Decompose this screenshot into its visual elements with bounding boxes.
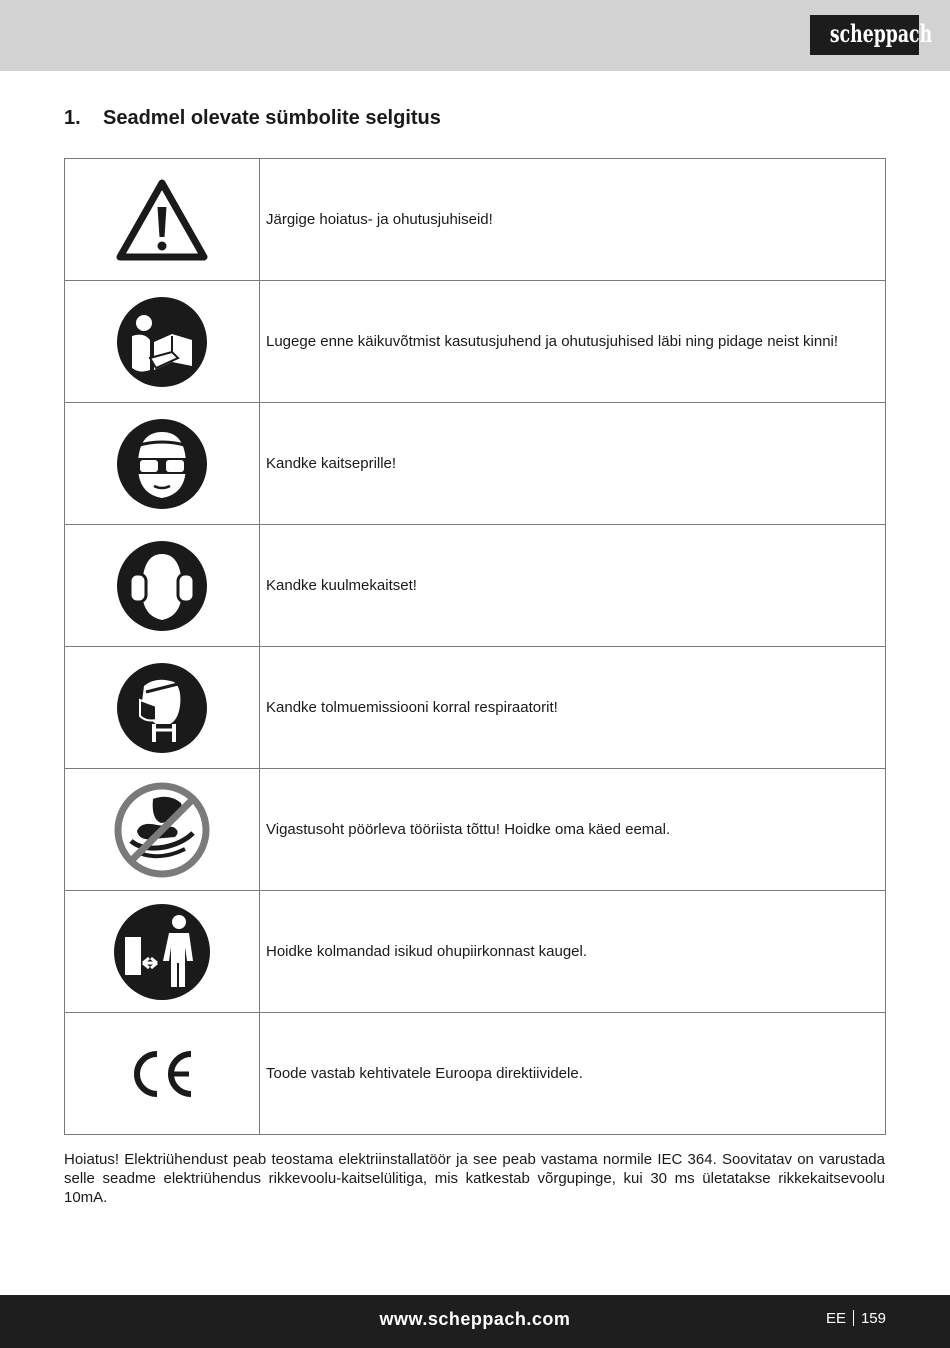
divider <box>853 1310 854 1326</box>
ear-protection-icon <box>116 540 208 632</box>
rotating-tool-hazard-icon <box>113 781 211 879</box>
table-row <box>65 647 886 769</box>
symbol-description: Hoidke kolmandad isikud ohupiirkonnast kaugel. <box>260 891 886 1013</box>
page-header <box>0 0 950 71</box>
symbol-description: Järgige hoiatus- ja ohutusjuhiseid! <box>260 159 886 281</box>
language-code: EE <box>825 1310 846 1327</box>
keep-bystanders-away-icon <box>113 903 211 1001</box>
section-title <box>64 107 441 130</box>
respirator-icon <box>116 662 208 754</box>
table-row <box>65 891 886 1013</box>
electrical-warning-note: Hoiatus! Elektriühendust peab teostama elektriinstallatöör ja see peab vastama normile IEC 364. Soovitatav on varustada selle seadme elektriühendus rikkevoolu-kaitselülitiga, mis katkestab võrgupinge, kui 30 ms ületatakse rikkekaitsevoolu 10mA. <box>64 1151 885 1206</box>
warning-triangle-icon <box>114 177 210 263</box>
symbol-description: Lugege enne käikuvõtmist kasutusjuhend ja ohutusjuhised läbi ning pidage neist kinni! <box>260 281 886 403</box>
section-number: 1. <box>64 107 81 129</box>
section-title-text: Seadmel olevate sümbolite selgitus <box>103 107 441 129</box>
table-row <box>65 1013 886 1135</box>
page-number-value: 159 <box>860 1310 886 1327</box>
ce-mark-icon <box>127 1048 197 1100</box>
symbol-description: Kandke kuulmekaitset! <box>260 525 886 647</box>
symbol-description: Kandke tolmuemissiooni korral respiraatorit! <box>260 647 886 769</box>
page-number <box>826 1310 886 1327</box>
symbol-table <box>64 158 886 1135</box>
symbol-description: Toode vastab kehtivatele Euroopa direktiividele. <box>260 1013 886 1135</box>
table-row <box>65 281 886 403</box>
safety-goggles-icon <box>116 418 208 510</box>
table-row <box>65 769 886 891</box>
table-row <box>65 525 886 647</box>
symbol-description: Kandke kaitseprille! <box>260 403 886 525</box>
website-link[interactable]: www.scheppach.com <box>379 1309 571 1329</box>
table-row <box>65 403 886 525</box>
read-manual-icon <box>116 296 208 388</box>
scheppach-logo: scheppach <box>810 15 919 55</box>
page-footer <box>0 1295 950 1348</box>
symbol-description: Vigastusoht pöörleva tööriista tõttu! Hoidke oma käed eemal. <box>260 769 886 891</box>
table-row <box>65 159 886 281</box>
